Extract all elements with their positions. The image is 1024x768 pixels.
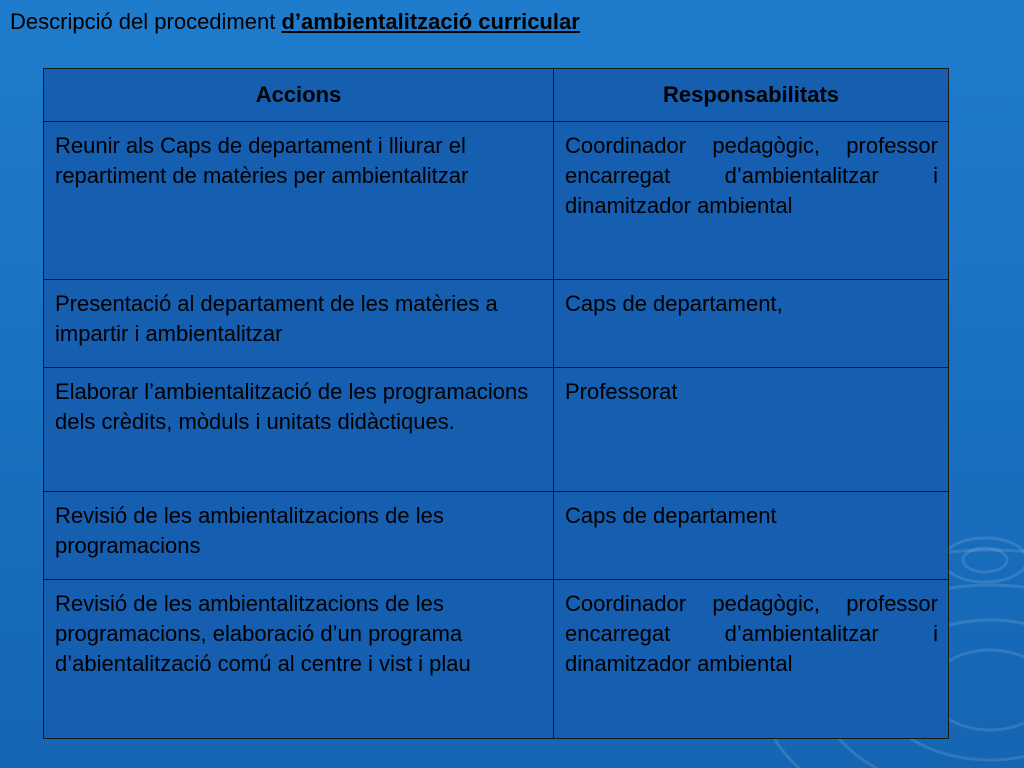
title-prefix: Descripció del procediment: [10, 9, 282, 34]
title-emphasis: d’ambientalització curricular: [281, 9, 580, 34]
procedure-table: [43, 68, 949, 739]
responsibility-cell: Professorat: [554, 368, 949, 492]
table-header-row: [44, 69, 949, 122]
slide-title: [10, 8, 580, 36]
action-cell: Revisió de les ambientalitzacions de les programacions: [44, 492, 554, 580]
action-cell: Reunir als Caps de departament i lliurar el repartiment de matèries per ambientalitzar: [44, 122, 554, 280]
action-cell: Elaborar l’ambientalització de les programacions dels crèdits, mòduls i unitats didàctiques.: [44, 368, 554, 492]
header-responsibilities: Responsabilitats: [554, 69, 949, 122]
responsibility-cell: Caps de departament,: [554, 280, 949, 368]
responsibility-cell: Caps de departament: [554, 492, 949, 580]
table-row: [44, 368, 949, 492]
table-row: [44, 280, 949, 368]
action-cell: Revisió de les ambientalitzacions de les programacions, elaboració d’un programa d’abientalització comú al centre i vist i plau: [44, 580, 554, 739]
responsibility-cell: Coordinador pedagògic, professor encarregat d’ambientalitzar i dinamitzador ambiental: [554, 580, 949, 739]
table-row: [44, 122, 949, 280]
table-row: [44, 492, 949, 580]
action-cell: Presentació al departament de les matèries a impartir i ambientalitzar: [44, 280, 554, 368]
procedure-table-container: [43, 68, 948, 739]
table-row: [44, 580, 949, 739]
responsibility-cell: Coordinador pedagògic, professor encarregat d’ambientalitzar i dinamitzador ambiental: [554, 122, 949, 280]
header-actions: Accions: [44, 69, 554, 122]
